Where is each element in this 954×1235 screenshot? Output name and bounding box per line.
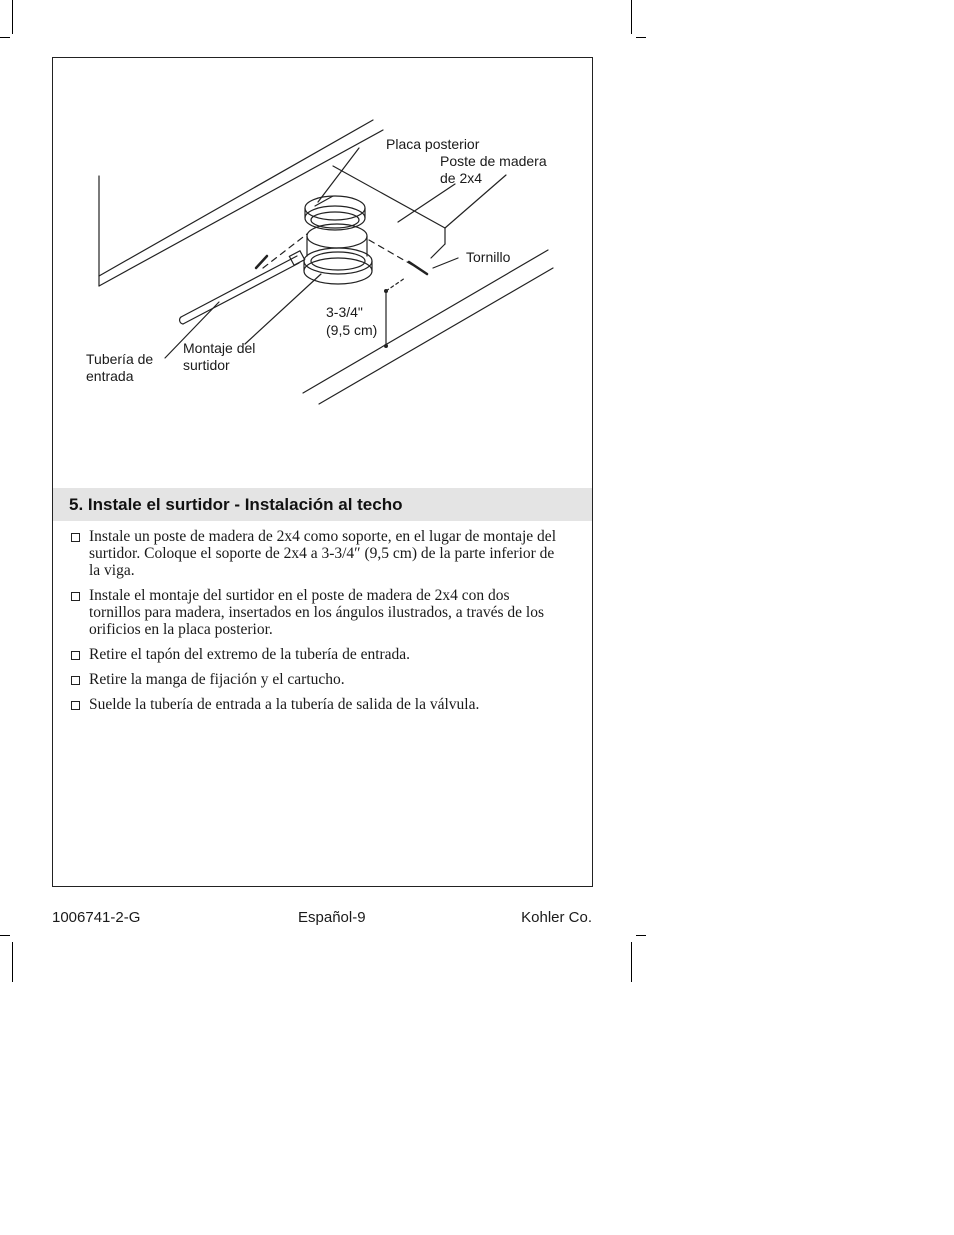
checkbox-icon [71,651,80,660]
label-spout-mount-line1: Montaje del [183,340,256,356]
step-text: Suelde la tubería de entrada a la tubería de salida de la válvula. [89,696,480,713]
crop-mark [631,942,632,982]
label-dimension-line1: 3-3/4" [326,304,363,320]
list-item [69,696,559,713]
label-wood-post-line2: de 2x4 [440,170,483,186]
step-text: Instale el montaje del surtidor en el poste de madera de 2x4 con dos tornillos para madera, insertados en los ángulos ilustrados, a través de los orificios en la placa posterior. [89,587,544,638]
list-item [69,646,559,663]
crop-mark [12,0,13,34]
installation-diagram [53,58,592,488]
section-header [53,488,592,521]
footer-page-number: Español-9 [298,909,366,926]
crop-mark [631,0,632,34]
step-text: Retire el tapón del extremo de la tubería de entrada. [89,646,411,663]
label-inlet-pipe-line2: entrada [86,368,134,384]
label-spout-mount-line2: surtidor [183,357,230,373]
crop-mark [12,942,13,982]
list-item [69,587,559,638]
label-dimension-line2: (9,5 cm) [326,322,378,338]
footer-doc-number: 1006741-2-G [52,909,141,926]
crop-mark [636,935,646,936]
checkbox-icon [71,676,80,685]
crop-mark [0,37,10,38]
checkbox-icon [71,701,80,710]
step-text: Instale un poste de madera de 2x4 como soporte, en el lugar de montaje del surtidor. Coloque el soporte de 2x4 a 3-3/4″ (9,5 cm) de la parte inferior de la viga. [89,528,556,579]
step-text: Retire la manga de fijación y el cartucho. [89,671,345,688]
step-list [69,528,559,721]
label-screw: Tornillo [466,249,511,265]
instruction-panel [52,57,593,887]
list-item [69,528,559,579]
crop-mark [636,37,646,38]
list-item [69,671,559,688]
label-inlet-pipe-line1: Tubería de [86,351,154,367]
checkbox-icon [71,592,80,601]
checkbox-icon [71,533,80,542]
label-wood-post-line1: Poste de madera [440,153,547,169]
crop-mark [0,935,10,936]
section-title: 5. Instale el surtidor - Instalación al techo [69,495,403,514]
label-back-plate: Placa posterior [386,136,480,152]
footer-company: Kohler Co. [521,909,592,926]
